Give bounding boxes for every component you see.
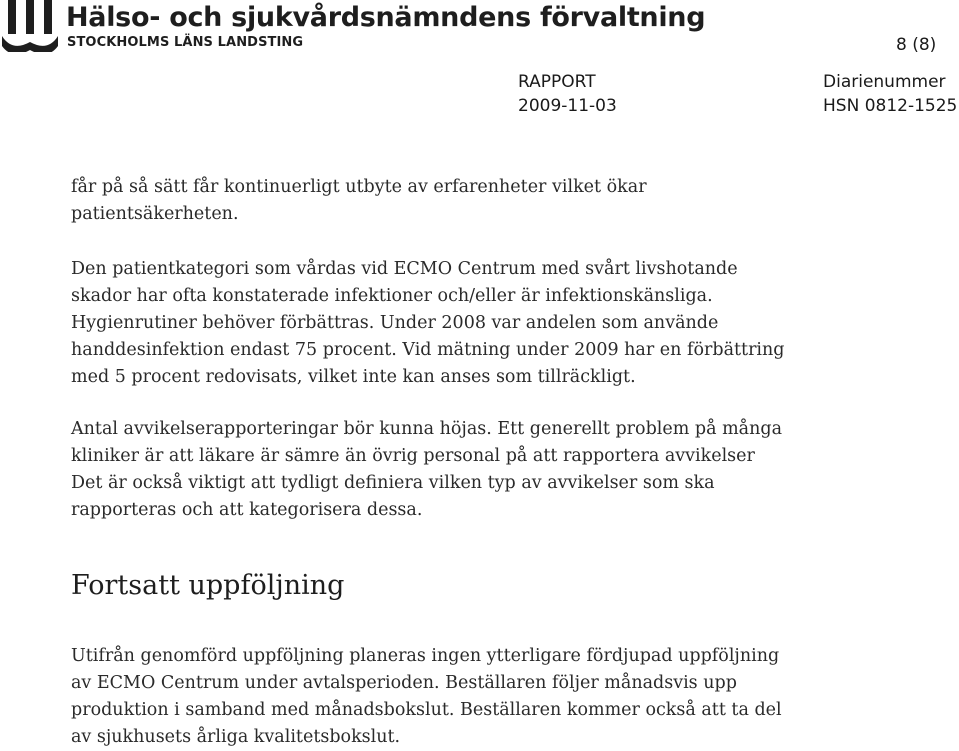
county-council-logo: [2, 0, 58, 52]
organization-subtitle: STOCKHOLMS LÄNS LANDSTING: [67, 35, 304, 50]
paragraph-1: får på så sätt får kontinuerligt utbyte av erfarenheter vilket ökar patientsäkerheten.: [71, 177, 647, 224]
paragraph-4: Utifrån genomförd uppföljning planeras ingen ytterligare fördjupad uppföljning av ECMO Centrum under avtalsperioden. Beställaren följer månadsvis upp produktion i samband med månadsbokslut. Beställaren kommer också att ta del av sjukhusets årliga kvalitetsbokslut.: [71, 646, 782, 747]
document-meta-left: [518, 70, 617, 118]
document-type: RAPPORT: [518, 72, 596, 92]
organization-name: Hälso- och sjukvårdsnämndens förvaltning: [66, 2, 706, 33]
registration-number: HSN 0812-1525: [823, 96, 958, 116]
paragraph-2: Den patientkategori som vårdas vid ECMO Centrum med svårt livshotande skador har ofta konstaterade infektioner och/eller är infektionskänsliga. Hygienrutiner behöver förbättras. Under 2008 var andelen som använde handdesinfektion endast 75 procent. Vid mätning under 2009 har en förbättring med 5 procent redovisats, vilket inte kan anses som tillräckligt.: [71, 259, 785, 387]
document-meta-right: [823, 70, 957, 118]
paragraph-3: Antal avvikelserapporteringar bör kunna höjas. Ett generellt problem på många kliniker är att läkare är sämre än övrig personal på att rapportera avvikelser Det är också viktigt att tydligt definiera vilken typ av avvikelser som ska rapporteras och att kategorisera dessa.: [71, 419, 783, 520]
registration-label: Diarienummer: [823, 72, 946, 92]
section-heading: Fortsatt uppföljning: [71, 570, 345, 601]
document-date: 2009-11-03: [518, 96, 617, 116]
page-number: 8 (8): [896, 35, 937, 55]
